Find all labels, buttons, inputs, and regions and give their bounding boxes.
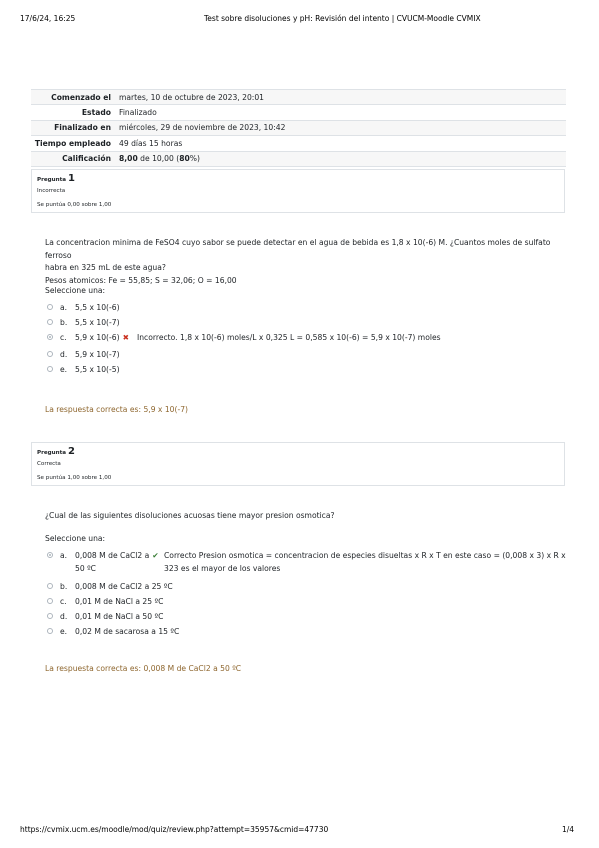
page-number: 1/4 [562,825,575,834]
summary-value: Finalizado [119,105,566,120]
option-letter: c. [60,333,67,342]
option-letter: a. [60,303,68,312]
radio-button-selected[interactable] [47,334,53,340]
summary-row [31,120,566,135]
question-status: Correcta [37,461,61,467]
option-text: 5,9 x 10(-7) [75,350,120,359]
select-one-label: Seleccione una: [45,534,106,543]
summary-label: Finalizado en [31,120,119,135]
question-text-line: habra en 325 mL de este agua? [45,263,166,272]
summary-row [31,136,566,151]
question-label: Pregunta [37,450,67,456]
option-letter: d. [60,350,68,359]
page-url: https://cvmix.ucm.es/moodle/mod/quiz/review.php?attempt=35957&cmid=47730 [20,825,329,834]
option-text: 0,02 M de sacarosa a 15 ºC [75,627,180,636]
radio-button[interactable] [47,351,53,357]
radio-button[interactable] [47,366,53,372]
question-1-info [31,169,565,213]
radio-button[interactable] [47,304,53,310]
radio-button[interactable] [47,319,53,325]
option-text-with-mark [75,332,129,345]
summary-row [31,105,566,120]
grade-percent: 80 [179,154,190,164]
radio-button[interactable] [47,628,53,634]
incorrect-icon: ✖ [122,333,129,342]
option-text: 5,5 x 10(-6) [75,303,120,312]
summary-value: martes, 10 de octubre de 2023, 20:01 [119,90,566,105]
radio-button-selected[interactable] [47,552,53,558]
radio-button[interactable] [47,598,53,604]
question-number [37,173,75,184]
question-label: Pregunta [37,177,67,183]
summary-row [31,90,566,105]
option-text-with-mark [75,550,159,563]
question-grade: Se puntúa 1,00 sobre 1,00 [37,475,112,481]
radio-button[interactable] [47,613,53,619]
option-text: 0,008 M de CaCl2 a [75,551,150,560]
question-text-line: Pesos atomicos: Fe = 55,85; S = 32,06; O = 16,00 [45,275,237,285]
option-text: 5,9 x 10(-6) [75,333,120,342]
question-text-line: ¿Cual de las siguientes disoluciones acuosas tiene mayor presion osmotica? [45,511,335,520]
question-2-info [31,442,565,486]
grade-value [119,151,566,166]
option-text: 5,5 x 10(-7) [75,318,120,327]
option-text: 0,01 M de NaCl a 50 ºC [75,612,164,621]
option-letter: e. [60,365,68,374]
question-2-text [45,510,555,523]
grade-suffix: %) [189,154,200,164]
summary-value: miércoles, 29 de noviembre de 2023, 10:42 [119,120,566,135]
right-answer: La respuesta correcta es: 0,008 M de CaCl2 a 50 ºC [45,664,242,673]
grade-out-of: de 10,00 ( [137,154,180,164]
option-letter: d. [60,612,68,621]
option-text: 0,01 M de NaCl a 25 ºC [75,597,164,606]
option-letter: b. [60,318,68,327]
print-header [0,14,599,26]
question-1-text [45,237,555,287]
option-letter: c. [60,597,67,606]
option-letter: a. [60,551,68,560]
attempt-summary-table [31,89,566,167]
question-number-value: 1 [68,173,75,184]
print-datetime: 17/6/24, 16:25 [20,14,76,23]
summary-label: Estado [31,105,119,120]
question-status: Incorrecta [37,188,66,194]
print-title: Test sobre disoluciones y pH: Revisión del intento | CVUCM-Moodle CVMIX [204,14,481,23]
option-letter: b. [60,582,68,591]
option-text-continued: 50 ºC [75,564,96,573]
summary-row [31,151,566,166]
summary-label: Calificación [31,151,119,166]
summary-value: 49 días 15 horas [119,136,566,151]
grade-score: 8,00 [119,154,138,164]
summary-label: Comenzado el [31,90,119,105]
correct-check-icon: ✔ [152,551,159,560]
option-text: 0,008 M de CaCl2 a 25 ºC [75,582,173,591]
summary-label: Tiempo empleado [31,136,119,151]
question-text-line: La concentracion minima de FeSO4 cuyo sabor se puede detectar en el agua de bebida es 1,8 x 10(-6) M. ¿Cuantos moles de sulfato ferroso [45,238,551,260]
option-text: 5,5 x 10(-5) [75,365,120,374]
radio-button[interactable] [47,583,53,589]
option-feedback: Incorrecto. 1,8 x 10(-6) moles/L x 0,325 L = 0,585 x 10(-6) = 5,9 x 10(-7) moles [137,333,441,342]
select-one-label: Seleccione una: [45,286,106,295]
right-answer: La respuesta correcta es: 5,9 x 10(-7) [45,405,189,414]
question-number [37,446,75,457]
option-feedback: Correcto Presion osmotica = concentracion de especies disueltas x R x T en este caso = (0,008 x 3) x R x [164,551,566,560]
option-feedback-continued: 323 es el mayor de los valores [164,564,281,573]
print-footer [0,825,599,837]
question-number-value: 2 [68,446,75,457]
question-grade: Se puntúa 0,00 sobre 1,00 [37,202,112,208]
option-letter: e. [60,627,68,636]
